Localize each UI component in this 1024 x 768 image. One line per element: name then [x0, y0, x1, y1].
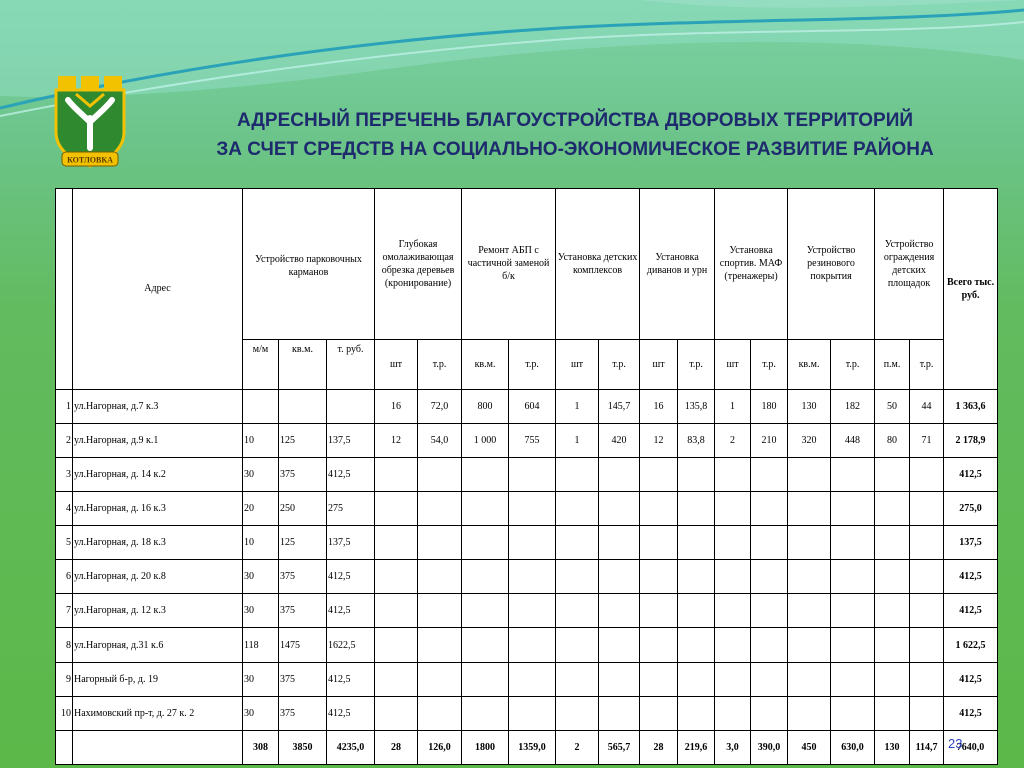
cell-parking-sqm: 375 [279, 457, 327, 491]
cell-trees-tr: 54,0 [418, 423, 462, 457]
cell-asphalt-tr [509, 696, 556, 730]
totals-index [56, 730, 73, 764]
total-sport-tr: 390,0 [751, 730, 788, 764]
totals-row [56, 730, 998, 764]
table-row [56, 389, 998, 423]
table-row [56, 457, 998, 491]
table-row [56, 560, 998, 594]
row-index: 7 [56, 594, 73, 628]
slide-number: 23 [948, 736, 963, 751]
cell-sport-pcs [715, 662, 751, 696]
total-parking-mm: 308 [243, 730, 279, 764]
cell-benches-tr [678, 594, 715, 628]
title-line-2: ЗА СЧЕТ СРЕДСТВ НА СОЦИАЛЬНО-ЭКОНОМИЧЕСКОЕ РАЗВИТИЕ РАЙОНА [216, 139, 934, 160]
unit-rubber-sqm: кв.м. [788, 339, 831, 389]
cell-rubber-tr [831, 457, 875, 491]
cell-benches-pcs [640, 457, 678, 491]
table-row [56, 594, 998, 628]
total-benches-tr: 219,6 [678, 730, 715, 764]
cell-fence-pm [875, 628, 910, 662]
unit-fence-pm: п.м. [875, 339, 910, 389]
cell-trees-pcs [375, 560, 418, 594]
total-parking-sqm: 3850 [279, 730, 327, 764]
cell-trees-tr [418, 560, 462, 594]
cell-trees-pcs [375, 457, 418, 491]
total-trees-pcs: 28 [375, 730, 418, 764]
cell-fence-tr [910, 560, 944, 594]
cell-fence-pm [875, 696, 910, 730]
cell-parking-rub [327, 389, 375, 423]
cell-fence-pm [875, 560, 910, 594]
cell-playground-pcs [556, 628, 599, 662]
header-fence: Устройство ограждения детских площадок [875, 189, 944, 340]
unit-benches-tr: т.р. [678, 339, 715, 389]
cell-benches-pcs [640, 560, 678, 594]
cell-fence-pm: 50 [875, 389, 910, 423]
cell-benches-pcs [640, 492, 678, 526]
title-line-1: АДРЕСНЫЙ ПЕРЕЧЕНЬ БЛАГОУСТРОЙСТВА ДВОРОВЫХ ТЕРРИТОРИЙ [236, 110, 914, 131]
cell-trees-pcs [375, 492, 418, 526]
unit-parking-mm: м/м [243, 339, 279, 389]
cell-rubber-sqm [788, 594, 831, 628]
cell-sport-pcs [715, 594, 751, 628]
unit-benches-pcs: шт [640, 339, 678, 389]
cell-asphalt-sqm [462, 560, 509, 594]
cell-parking-mm: 30 [243, 560, 279, 594]
cell-playground-pcs [556, 457, 599, 491]
row-index: 9 [56, 662, 73, 696]
cell-rubber-tr [831, 492, 875, 526]
row-address: ул.Нагорная, д.31 к.6 [73, 628, 243, 662]
row-index: 10 [56, 696, 73, 730]
cell-trees-tr [418, 628, 462, 662]
row-address: ул.Нагорная, д. 12 к.3 [73, 594, 243, 628]
cell-sport-tr [751, 696, 788, 730]
table-row [56, 526, 998, 560]
cell-sport-tr: 210 [751, 423, 788, 457]
cell-sport-pcs: 2 [715, 423, 751, 457]
cell-sport-pcs [715, 560, 751, 594]
cell-fence-tr [910, 662, 944, 696]
cell-total: 137,5 [944, 526, 998, 560]
cell-playground-pcs [556, 526, 599, 560]
cell-total: 275,0 [944, 492, 998, 526]
cell-sport-pcs [715, 628, 751, 662]
header-benches: Установка диванов и урн [640, 189, 715, 340]
cell-rubber-tr [831, 526, 875, 560]
cell-parking-mm: 30 [243, 696, 279, 730]
cell-parking-sqm: 125 [279, 526, 327, 560]
cell-benches-pcs [640, 526, 678, 560]
cell-parking-mm: 30 [243, 457, 279, 491]
cell-rubber-sqm: 130 [788, 389, 831, 423]
cell-fence-tr: 44 [910, 389, 944, 423]
cell-playground-tr: 420 [599, 423, 640, 457]
row-index: 1 [56, 389, 73, 423]
row-address: ул.Нагорная, д. 14 к.2 [73, 457, 243, 491]
cell-trees-tr [418, 526, 462, 560]
cell-trees-pcs [375, 526, 418, 560]
cell-benches-tr [678, 526, 715, 560]
cell-asphalt-sqm: 800 [462, 389, 509, 423]
cell-fence-tr [910, 457, 944, 491]
cell-playground-tr [599, 492, 640, 526]
cell-benches-pcs [640, 696, 678, 730]
cell-sport-tr [751, 526, 788, 560]
cell-asphalt-tr: 604 [509, 389, 556, 423]
row-index: 2 [56, 423, 73, 457]
unit-sport-tr: т.р. [751, 339, 788, 389]
cell-trees-tr: 72,0 [418, 389, 462, 423]
header-sport: Установка спортив. МАФ (тренажеры) [715, 189, 788, 340]
cell-parking-sqm: 1475 [279, 628, 327, 662]
cell-trees-pcs [375, 594, 418, 628]
cell-benches-tr: 83,8 [678, 423, 715, 457]
cell-parking-mm [243, 389, 279, 423]
unit-parking-sqm: кв.м. [279, 339, 327, 389]
unit-parking-rub: т. руб. [327, 339, 375, 389]
row-index: 3 [56, 457, 73, 491]
cell-rubber-sqm [788, 560, 831, 594]
cell-total: 412,5 [944, 662, 998, 696]
grand-total: 7640,0 [944, 730, 998, 764]
district-emblem-icon [50, 74, 130, 170]
cell-benches-pcs: 12 [640, 423, 678, 457]
cell-trees-pcs [375, 696, 418, 730]
table-row [56, 492, 998, 526]
cell-sport-tr [751, 560, 788, 594]
total-asphalt-sqm: 1800 [462, 730, 509, 764]
cell-fence-pm [875, 594, 910, 628]
cell-fence-tr: 71 [910, 423, 944, 457]
cell-playground-pcs [556, 662, 599, 696]
cell-playground-pcs [556, 492, 599, 526]
unit-sport-pcs: шт [715, 339, 751, 389]
cell-playground-pcs [556, 594, 599, 628]
cell-sport-pcs: 1 [715, 389, 751, 423]
cell-total: 412,5 [944, 560, 998, 594]
cell-parking-sqm: 250 [279, 492, 327, 526]
total-sport-pcs: 3,0 [715, 730, 751, 764]
cell-total: 412,5 [944, 594, 998, 628]
cell-benches-tr [678, 696, 715, 730]
cell-parking-mm: 10 [243, 526, 279, 560]
header-index [56, 189, 73, 390]
cell-parking-rub: 412,5 [327, 560, 375, 594]
cell-parking-mm: 30 [243, 662, 279, 696]
total-fence-tr: 114,7 [910, 730, 944, 764]
cell-playground-pcs: 1 [556, 423, 599, 457]
cell-asphalt-tr [509, 457, 556, 491]
cell-asphalt-tr [509, 492, 556, 526]
improvement-table [55, 188, 998, 765]
cell-parking-rub: 412,5 [327, 594, 375, 628]
cell-playground-tr [599, 526, 640, 560]
unit-trees-tr: т.р. [418, 339, 462, 389]
unit-trees-pcs: шт [375, 339, 418, 389]
cell-benches-pcs [640, 662, 678, 696]
header-total: Всего тыс. руб. [944, 189, 998, 390]
cell-fence-pm: 80 [875, 423, 910, 457]
cell-parking-mm: 30 [243, 594, 279, 628]
header-parking-label: Устройство парковочных карманов [255, 254, 362, 278]
cell-benches-pcs [640, 628, 678, 662]
cell-rubber-sqm [788, 662, 831, 696]
cell-rubber-tr [831, 560, 875, 594]
cell-parking-rub: 1622,5 [327, 628, 375, 662]
cell-sport-tr [751, 594, 788, 628]
cell-playground-tr [599, 662, 640, 696]
cell-playground-pcs [556, 560, 599, 594]
cell-asphalt-sqm [462, 492, 509, 526]
emblem-label: КОТЛОВКА [67, 155, 113, 165]
total-playground-pcs: 2 [556, 730, 599, 764]
cell-trees-pcs [375, 628, 418, 662]
cell-fence-tr [910, 526, 944, 560]
cell-parking-sqm [279, 389, 327, 423]
header-asphalt: Ремонт АБП с частичной заменой б/к [462, 189, 556, 340]
cell-rubber-tr [831, 628, 875, 662]
total-rubber-tr: 630,0 [831, 730, 875, 764]
cell-benches-tr: 135,8 [678, 389, 715, 423]
header-parking [243, 189, 375, 340]
cell-trees-tr [418, 457, 462, 491]
cell-asphalt-sqm [462, 526, 509, 560]
cell-sport-pcs [715, 457, 751, 491]
cell-parking-mm: 10 [243, 423, 279, 457]
total-benches-pcs: 28 [640, 730, 678, 764]
cell-fence-pm [875, 662, 910, 696]
row-address: ул.Нагорная, д.9 к.1 [73, 423, 243, 457]
header-playground: Установка детских комплексов [556, 189, 640, 340]
table-row [56, 628, 998, 662]
cell-trees-pcs: 12 [375, 423, 418, 457]
cell-trees-tr [418, 492, 462, 526]
header-rubber: Устройство резинового покрытия [788, 189, 875, 340]
cell-total: 1 622,5 [944, 628, 998, 662]
cell-sport-pcs [715, 526, 751, 560]
cell-sport-pcs [715, 696, 751, 730]
cell-parking-sqm: 375 [279, 696, 327, 730]
cell-playground-pcs [556, 696, 599, 730]
cell-sport-tr [751, 492, 788, 526]
cell-asphalt-sqm: 1 000 [462, 423, 509, 457]
cell-trees-tr [418, 662, 462, 696]
cell-sport-pcs [715, 492, 751, 526]
unit-playground-tr: т.р. [599, 339, 640, 389]
cell-parking-sqm: 375 [279, 560, 327, 594]
cell-parking-sqm: 125 [279, 423, 327, 457]
cell-parking-mm: 118 [243, 628, 279, 662]
cell-trees-pcs: 16 [375, 389, 418, 423]
cell-playground-tr [599, 628, 640, 662]
cell-benches-tr [678, 492, 715, 526]
cell-sport-tr [751, 457, 788, 491]
cell-playground-tr [599, 560, 640, 594]
totals-label [73, 730, 243, 764]
cell-rubber-sqm [788, 492, 831, 526]
total-trees-tr: 126,0 [418, 730, 462, 764]
total-playground-tr: 565,7 [599, 730, 640, 764]
cell-fence-pm [875, 526, 910, 560]
row-index: 6 [56, 560, 73, 594]
cell-benches-tr [678, 628, 715, 662]
row-index: 4 [56, 492, 73, 526]
row-address: Нахимовский пр-т, д. 27 к. 2 [73, 696, 243, 730]
cell-playground-tr [599, 696, 640, 730]
cell-rubber-tr [831, 696, 875, 730]
cell-benches-tr [678, 560, 715, 594]
cell-playground-tr: 145,7 [599, 389, 640, 423]
cell-fence-tr [910, 628, 944, 662]
cell-asphalt-sqm [462, 457, 509, 491]
total-asphalt-tr: 1359,0 [509, 730, 556, 764]
unit-asphalt-sqm: кв.м. [462, 339, 509, 389]
cell-asphalt-sqm [462, 628, 509, 662]
unit-rubber-tr: т.р. [831, 339, 875, 389]
cell-rubber-tr: 448 [831, 423, 875, 457]
total-rubber-sqm: 450 [788, 730, 831, 764]
cell-parking-rub: 275 [327, 492, 375, 526]
cell-parking-sqm: 375 [279, 662, 327, 696]
unit-fence-tr: т.р. [910, 339, 944, 389]
cell-playground-tr [599, 457, 640, 491]
cell-benches-tr [678, 662, 715, 696]
page-title [150, 106, 1000, 164]
cell-sport-tr [751, 628, 788, 662]
cell-total: 412,5 [944, 457, 998, 491]
row-address: Нагорный б-р, д. 19 [73, 662, 243, 696]
cell-benches-tr [678, 457, 715, 491]
cell-rubber-sqm [788, 696, 831, 730]
cell-fence-tr [910, 492, 944, 526]
cell-asphalt-tr [509, 526, 556, 560]
cell-rubber-tr: 182 [831, 389, 875, 423]
cell-asphalt-sqm [462, 594, 509, 628]
total-parking-rub: 4235,0 [327, 730, 375, 764]
cell-playground-tr [599, 594, 640, 628]
cell-trees-tr [418, 696, 462, 730]
cell-rubber-sqm [788, 457, 831, 491]
table-row [56, 662, 998, 696]
row-address: ул.Нагорная, д. 16 к.3 [73, 492, 243, 526]
row-address: ул.Нагорная, д. 20 к.8 [73, 560, 243, 594]
cell-benches-pcs: 16 [640, 389, 678, 423]
row-index: 8 [56, 628, 73, 662]
cell-sport-tr [751, 662, 788, 696]
cell-asphalt-tr [509, 560, 556, 594]
cell-parking-rub: 137,5 [327, 526, 375, 560]
cell-fence-pm [875, 457, 910, 491]
cell-rubber-sqm [788, 526, 831, 560]
cell-parking-sqm: 375 [279, 594, 327, 628]
table-row [56, 696, 998, 730]
unit-asphalt-tr: т.р. [509, 339, 556, 389]
cell-trees-pcs [375, 662, 418, 696]
header-trees: Глубокая омолаживающая обрезка деревьев (кронирование) [375, 189, 462, 340]
table-row [56, 423, 998, 457]
row-address: ул.Нагорная, д.7 к.3 [73, 389, 243, 423]
cell-asphalt-tr [509, 662, 556, 696]
cell-asphalt-sqm [462, 696, 509, 730]
row-index: 5 [56, 526, 73, 560]
unit-playground-pcs: шт [556, 339, 599, 389]
total-fence-pm: 130 [875, 730, 910, 764]
cell-parking-rub: 412,5 [327, 662, 375, 696]
cell-rubber-tr [831, 662, 875, 696]
cell-fence-tr [910, 594, 944, 628]
cell-fence-tr [910, 696, 944, 730]
cell-rubber-sqm: 320 [788, 423, 831, 457]
cell-rubber-tr [831, 594, 875, 628]
cell-parking-rub: 412,5 [327, 457, 375, 491]
cell-asphalt-tr [509, 628, 556, 662]
cell-total: 1 363,6 [944, 389, 998, 423]
cell-asphalt-sqm [462, 662, 509, 696]
row-address: ул.Нагорная, д. 18 к.3 [73, 526, 243, 560]
cell-playground-pcs: 1 [556, 389, 599, 423]
header-address: Адрес [73, 189, 243, 390]
cell-parking-rub: 412,5 [327, 696, 375, 730]
header-row [56, 189, 998, 340]
cell-sport-tr: 180 [751, 389, 788, 423]
cell-asphalt-tr [509, 594, 556, 628]
cell-fence-pm [875, 492, 910, 526]
cell-trees-tr [418, 594, 462, 628]
cell-total: 2 178,9 [944, 423, 998, 457]
cell-benches-pcs [640, 594, 678, 628]
cell-parking-mm: 20 [243, 492, 279, 526]
cell-rubber-sqm [788, 628, 831, 662]
cell-total: 412,5 [944, 696, 998, 730]
cell-parking-rub: 137,5 [327, 423, 375, 457]
cell-asphalt-tr: 755 [509, 423, 556, 457]
